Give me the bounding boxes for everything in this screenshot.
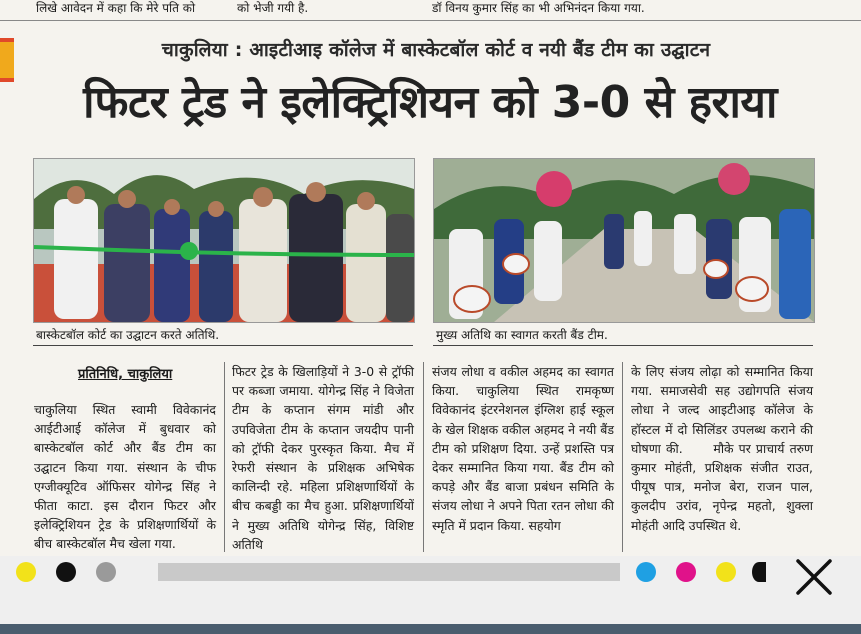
photo2-caption: मुख्य अतिथि का स्वागत करती बैंड टीम. [436,328,608,342]
prev-article-fragment-2: को भेजी गयी है. [237,1,309,15]
photo-ribbon-cutting [33,158,415,323]
registration-dot-yellow [16,562,36,582]
prev-article-fragment-3: डॉ विनय कुमार सिंह का भी अभिनंदन किया गया. [432,1,645,15]
photo-band-team [433,158,815,323]
column-separator [622,362,623,552]
registration-dot-gray [96,562,116,582]
article-column-4 [631,362,813,535]
kicker-headline: चाकुलिया : आइटीआइ कॉलेज में बास्केटबॉल कोर्ट व नयी बैंड टीम का उद्घाटन [161,39,711,61]
article-column-3 [432,362,614,535]
registration-dot-cyan [636,562,656,582]
article-column-2 [232,362,414,554]
photo1-caption: बास्केटबॉल कोर्ट का उद्घाटन करते अतिथि. [36,328,220,342]
column-text: के लिए संजय लोढ़ा को सम्मानित किया गया. समाजसेवी सह उद्योगपति संजय लोधा ने जल्द आइटीआइ कॉलेज के हॉस्टल में दो सिलिंडर उपलब्ध कराने की घोषणा की. मौके पर प्राचार्य तरुण कुमार मोहंती, प्रशिक्षक संजीत राउत, पीयूष पात्र, मनोज बेरा, राजन पाल, कुलदीप उरांव, नृपेन्द्र महतो, शुक्ला मोहंती आदि उपस्थित थे. [631,364,813,533]
registration-dot-yellow-right [716,562,736,582]
column-separator [423,362,424,552]
print-margin-strip [158,563,620,581]
column-separator [224,362,225,552]
article-column-1 [34,400,216,554]
caption-rule-left [33,345,413,346]
prev-article-fragment-1: लिखे आवेदन में कहा कि मेरे पति को [36,1,196,15]
registration-dot-black [56,562,76,582]
caption-rule-right [433,345,813,346]
column-text: चाकुलिया स्थित स्वामी विवेकानंद आईटीआई कॉलेज में बुधवार को बास्केटबॉल कोर्ट और बैंड टीम का उद्घाटन किया गया. संस्थान के चीफ एग्जीक्यूटिव ऑफिसर योगेन्द्र सिंह ने फीता काटा. इस दौरान फिटर और इलेक्ट्रिशियन ट्रेड के प्रशिक्षणार्थियों के बीच बास्केटबॉल मैच खेला गया. [34,402,216,552]
close-button[interactable] [790,553,838,601]
main-headline: फिटर ट्रेड ने इलेक्ट्रिशियन को 3-0 से हराया [83,77,777,128]
section-marker-inner [0,42,14,78]
byline: प्रतिनिधि, चाकुलिया [78,367,173,382]
column-text: फिटर ट्रेड के खिलाड़ियों ने 3-0 से ट्रॉफी पर कब्जा जमाया. योगेन्द्र सिंह ने विजेता टीम के कप्तान संगम मांडी और उपविजेता टीम के कप्तान जयदीप पानी को ट्रॉफी देकर पुरस्कृत किया. मैच में रेफरी संस्थान के प्रशिक्षक अभिषेक कालिन्दी रहे. महिला प्रशिक्षणार्थियों के बीच कबड्डी का मैच हुआ. प्रशिक्षणार्थियों ने मुख्य अतिथि योगेन्द्र सिंह, विशिष्ट अतिथि [232,364,414,552]
close-icon [790,553,838,601]
registration-dot-black-right [752,562,766,582]
top-divider [0,20,861,21]
column-text: संजय लोधा व वकील अहमद का स्वागत किया. चाकुलिया स्थित रामकृष्ण विवेकानंद इंटरनेशनल इंग्लिश हाई स्कूल के खेल शिक्षक वकील अहमद ने नयी बैंड टीम को प्रशिक्षण दिया. उन्हें प्रशस्ति पत्र देकर सम्मानित किया गया. बैंड टीम को कपड़े और बैंड बाजा प्रबंधन समिति के संजय लोधा ने अपने पिता रतन लोधा की स्मृति में प्रदान किया. सहयोग [432,364,614,533]
registration-dot-magenta [676,562,696,582]
screen-footer [0,624,861,634]
